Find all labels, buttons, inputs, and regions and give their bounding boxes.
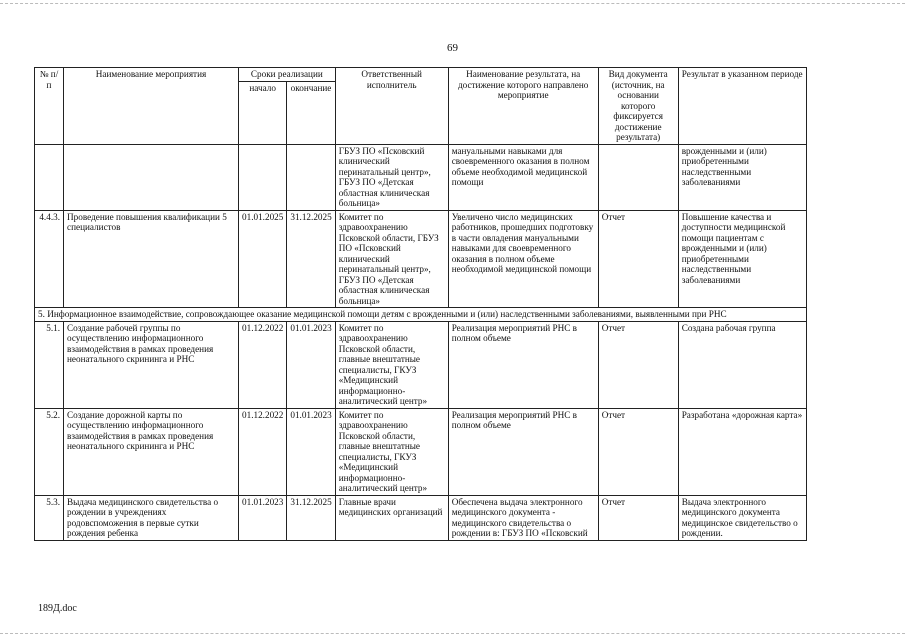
cell-doc-type: Отчет bbox=[598, 495, 678, 540]
header-start: начало bbox=[239, 82, 287, 145]
cell-num: 4.4.3. bbox=[35, 210, 64, 308]
cell-num: 5.1. bbox=[35, 321, 64, 408]
cell-num: 5.2. bbox=[35, 408, 64, 495]
cell-result-name: Увеличено число медицинских работников, прошедших подготовку в части овладения мануальными навыками для своевременного оказания в полном объеме необходимой медицинской помощи bbox=[448, 210, 598, 308]
cell-responsible: ГБУЗ ПО «Псковский клинический перинатальный центр», ГБУЗ ПО «Детская областная клиническая больница» bbox=[335, 144, 448, 210]
cell-start: 01.12.2022 bbox=[239, 408, 287, 495]
cell-end: 31.12.2025 bbox=[287, 495, 335, 540]
activities-table bbox=[34, 67, 807, 541]
cell-result-name: Обеспечена выдача электронного медицинского документа - медицинского свидетельства о рождении в: ГБУЗ ПО «Псковский bbox=[448, 495, 598, 540]
cell-end: 01.01.2023 bbox=[287, 408, 335, 495]
cell-end: 31.12.2025 bbox=[287, 210, 335, 308]
cell-responsible: Комитет по здравоохранению Псковской области, ГБУЗ ПО «Псковский клинический перинатальный центр», ГБУЗ ПО «Детская областная клиническая больница» bbox=[335, 210, 448, 308]
cell-result-name: Реализация мероприятий РНС в полном объеме bbox=[448, 408, 598, 495]
cell-result-name: мануальными навыками для своевременного оказания в полном объеме необходимой медицинской помощи bbox=[448, 144, 598, 210]
cell-doc-type: Отчет bbox=[598, 408, 678, 495]
cell-num: 5.3. bbox=[35, 495, 64, 540]
cell-name: Выдача медицинского свидетельства о рождении в учреждениях родовспоможения в первые сутки рождения ребенка bbox=[64, 495, 239, 540]
cell-name: Создание дорожной карты по осуществлению информационного взаимодействия в рамках проведения неонатального скрининга и РНС bbox=[64, 408, 239, 495]
table-row bbox=[35, 321, 807, 408]
section-5-heading: 5. Информационное взаимодействие, сопровождающее оказание медицинской помощи детям с врожденными и (или) наследственными заболеваниями, выявленными при РНС bbox=[35, 308, 807, 322]
table-row bbox=[35, 495, 807, 540]
cell-start: 01.12.2022 bbox=[239, 321, 287, 408]
cell-result-period: врожденными и (или) приобретенными наследственными заболеваниями bbox=[678, 144, 806, 210]
header-result-period: Результат в указанном периоде bbox=[678, 68, 806, 145]
header-num: № п/п bbox=[35, 68, 64, 145]
scan-edge-top bbox=[0, 3, 905, 5]
cell-result-period: Создана рабочая группа bbox=[678, 321, 806, 408]
cell-result-name: Реализация мероприятий РНС в полном объеме bbox=[448, 321, 598, 408]
header-end: окончание bbox=[287, 82, 335, 145]
cell-result-period: Выдача электронного медицинского документа медицинское свидетельство о рождении. bbox=[678, 495, 806, 540]
scan-edge-bottom bbox=[0, 633, 905, 635]
header-name: Наименование мероприятия bbox=[64, 68, 239, 145]
table-row-continuation bbox=[35, 144, 807, 210]
cell-responsible: Главные врачи медицинских организаций bbox=[335, 495, 448, 540]
header-doc-type: Вид документа (источник, на основании которого фиксируется достижение результата) bbox=[598, 68, 678, 145]
header-terms: Сроки реализации bbox=[239, 68, 336, 82]
cell-result-period: Разработана «дорожная карта» bbox=[678, 408, 806, 495]
table-row bbox=[35, 408, 807, 495]
cell-doc-type: Отчет bbox=[598, 210, 678, 308]
cell-responsible: Комитет по здравоохранению Псковской области, главные внештатные специалисты, ГКУЗ «Медицинский информационно-аналитический центр» bbox=[335, 321, 448, 408]
cell-end: 01.01.2023 bbox=[287, 321, 335, 408]
cell-name: Проведение повышения квалификации 5 специалистов bbox=[64, 210, 239, 308]
cell-result-period: Повышение качества и доступности медицинской помощи пациентам с врожденными и (или) приобретенными наследственными заболеваниями bbox=[678, 210, 806, 308]
header-responsible: Ответственный исполнитель bbox=[335, 68, 448, 145]
cell-name: Создание рабочей группы по осуществлению информационного взаимодействия в рамках проведения неонатального скрининга и РНС bbox=[64, 321, 239, 408]
cell-start: 01.01.2023 bbox=[239, 495, 287, 540]
header-result-name: Наименование результата, на достижение которого направлено мероприятие bbox=[448, 68, 598, 145]
footer-filename: 189Д.doc bbox=[38, 603, 77, 614]
page-number: 69 bbox=[447, 42, 458, 54]
cell-responsible: Комитет по здравоохранению Псковской области, главные внештатные специалисты, ГКУЗ «Медицинский информационно-аналитический центр» bbox=[335, 408, 448, 495]
section-heading-row bbox=[35, 308, 807, 322]
cell-doc-type: Отчет bbox=[598, 321, 678, 408]
cell-start: 01.01.2025 bbox=[239, 210, 287, 308]
table-row bbox=[35, 210, 807, 308]
